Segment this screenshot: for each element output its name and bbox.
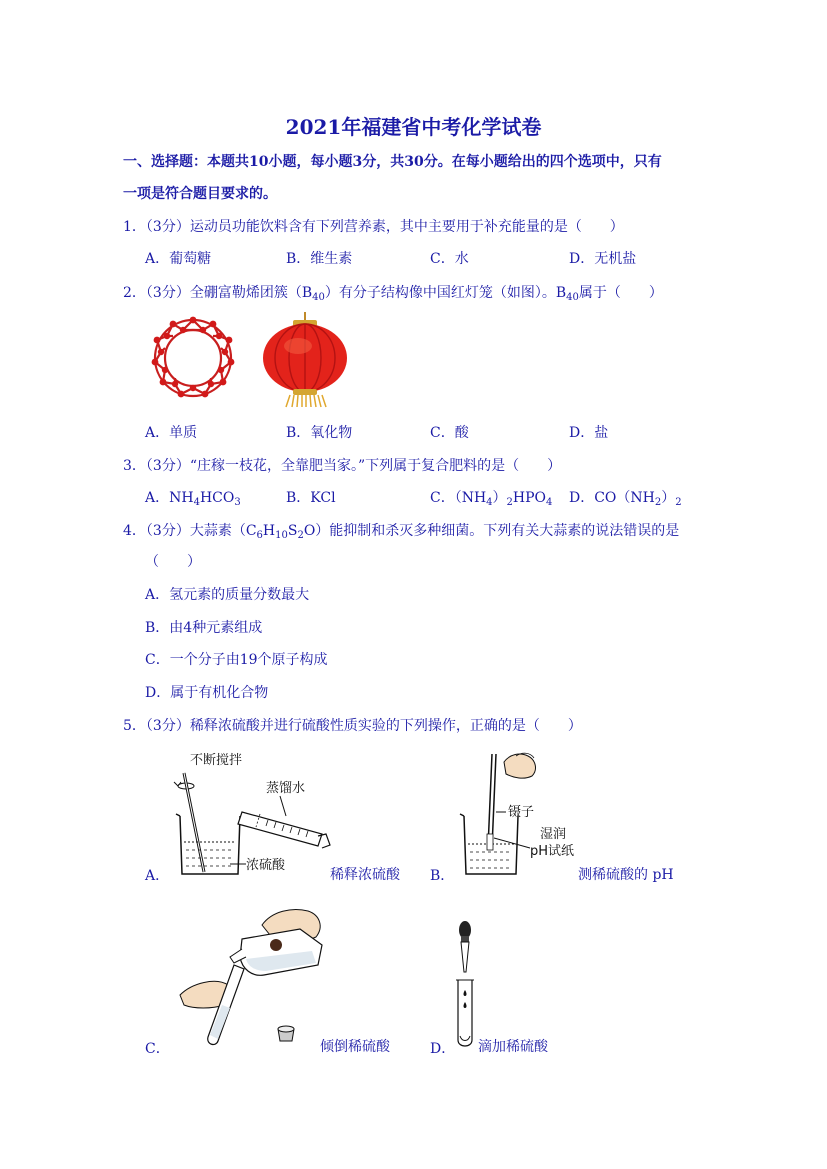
q5-option-d-caption: 滴加稀硫酸 <box>478 1039 548 1055</box>
q3-option-d: D．$CO(NH_2)_2$ <box>569 490 682 508</box>
question-4-paren: （ ） <box>145 554 201 570</box>
question-3-stem: 3．（3分）“庄稼一枝花，全靠肥当家。”下列属于复合肥料的是（ ） <box>123 458 562 474</box>
section-heading-line1: 一、选择题：本题共10小题，每小题3分，共30分。在每小题给出的四个选项中，只有 <box>123 154 662 170</box>
question-2-stem: 2．（3分）全硼富勒烯团簇$(B_{40})$有分子结构像中国红灯笼（如图）。$B_{40}$属于（ ） <box>123 285 663 303</box>
boron-cluster-image <box>147 312 239 404</box>
label-tweezers: 镊子 <box>508 805 535 820</box>
red-lantern-image <box>260 312 350 408</box>
q5-option-b-caption: 测稀硫酸的 pH <box>578 867 674 883</box>
figure-a-dilution-diagram <box>168 748 333 880</box>
q1-option-b: B．维生素 <box>286 251 353 267</box>
q3-option-a: A．$NH_4HCO_3$ <box>145 490 241 508</box>
q3-option-c: C．$(NH_4)_2HPO_4$ <box>430 490 553 508</box>
label-ph-paper: pH试纸 <box>530 844 575 859</box>
q4-option-c: C．一个分子由19个原子构成 <box>145 652 328 668</box>
question-4-stem: 4．（3分）大蒜素$(C_6H_{10}S_2O)$能抑制和杀灭多种细菌。下列有关大蒜素的说法错误的是 <box>123 523 680 541</box>
question-5-stem: 5．（3分）稀释浓硫酸并进行硫酸性质实验的下列操作，正确的是（ ） <box>123 718 582 734</box>
figure-d-dropper-diagram <box>450 918 480 1050</box>
q1-option-a: A．葡萄糖 <box>145 251 212 267</box>
label-distilled-water: 蒸馏水 <box>266 781 306 796</box>
label-stir: 不断搅拌 <box>190 753 243 768</box>
q5-option-a-caption: 稀释浓硫酸 <box>330 867 400 883</box>
q5-option-a-letter: A． <box>145 868 170 884</box>
question-1-stem: 1．（3分）运动员功能饮料含有下列营养素，其中主要用于补充能量的是（ ） <box>123 219 624 235</box>
figure-c-pouring-diagram <box>172 905 332 1050</box>
q1-option-d: D．无机盐 <box>569 251 637 267</box>
q2-option-b: B．氧化物 <box>286 425 353 441</box>
q1-option-c: C．水 <box>430 251 469 267</box>
q2-option-a: A．单质 <box>145 425 198 441</box>
q5-option-b-letter: B． <box>430 868 455 884</box>
q4-option-a: A．氢元素的质量分数最大 <box>145 587 310 603</box>
q4-option-b: B．由4种元素组成 <box>145 620 263 636</box>
page-title: 2021年福建省中考化学试卷 <box>285 115 542 139</box>
label-conc-acid: 浓硫酸 <box>246 858 286 873</box>
q2-option-c: C．酸 <box>430 425 469 441</box>
label-wet: 湿润 <box>540 827 567 842</box>
q3-option-b: B．KCl <box>286 490 336 506</box>
figure-b-ph-test-diagram <box>458 748 580 880</box>
q4-option-d: D．属于有机化合物 <box>145 685 269 701</box>
q5-option-c-letter: C． <box>145 1041 170 1057</box>
section-heading-line2: 一项是符合题目要求的。 <box>123 186 277 202</box>
q5-option-c-caption: 倾倒稀硫酸 <box>320 1039 390 1055</box>
q2-option-d: D．盐 <box>569 425 609 441</box>
q5-option-d-letter: D． <box>430 1041 456 1057</box>
